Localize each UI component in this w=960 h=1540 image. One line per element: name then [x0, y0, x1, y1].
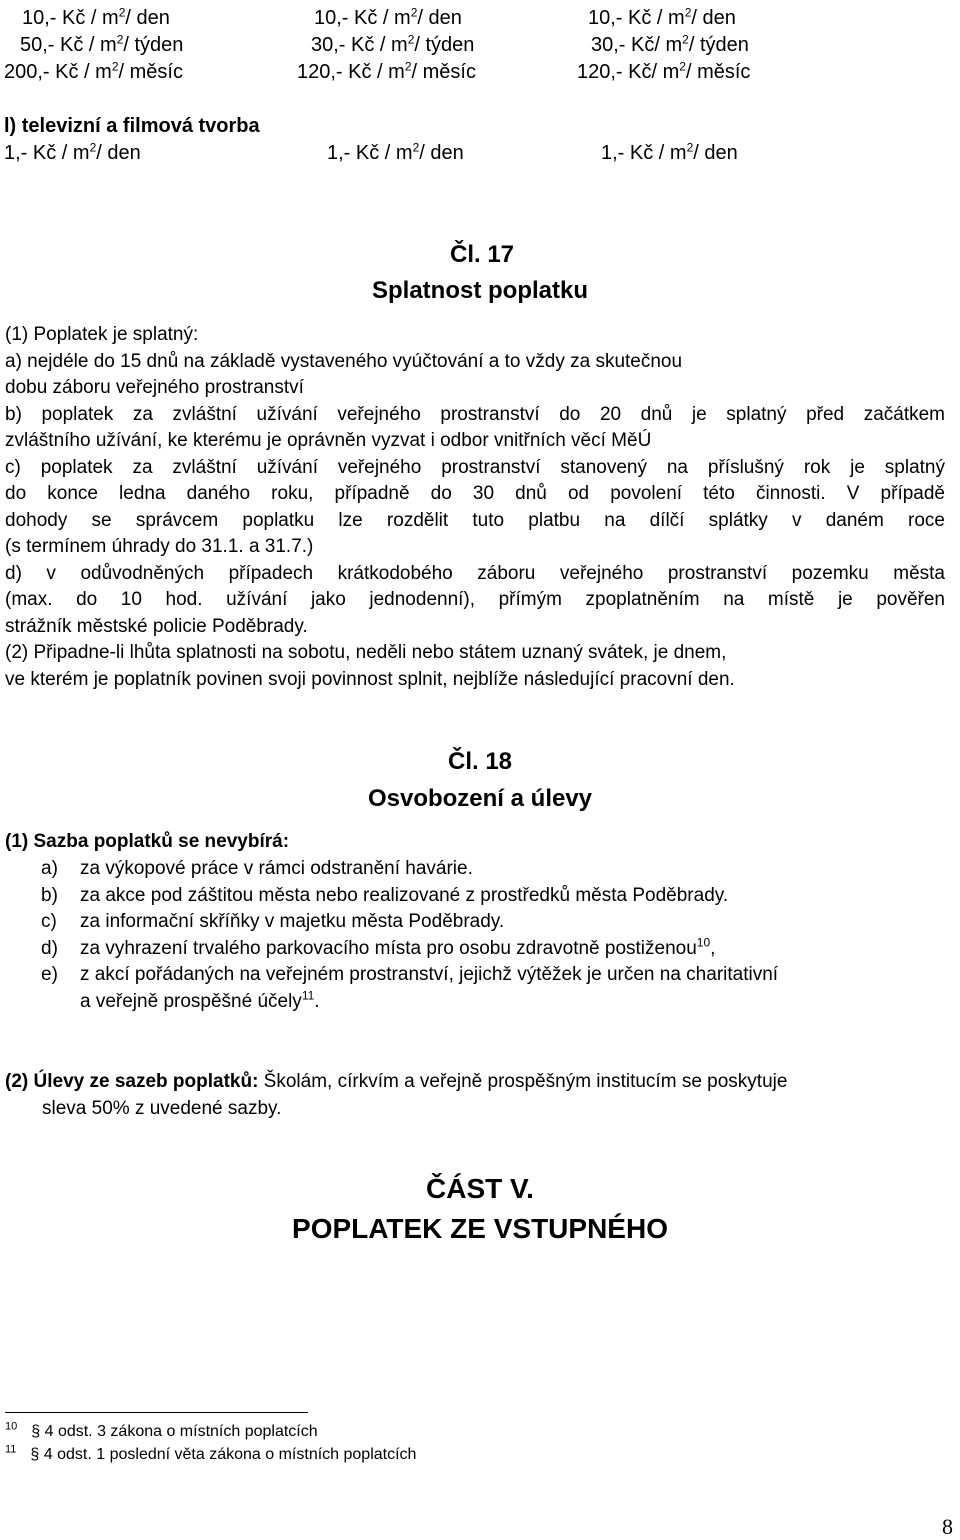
list-item: a) za výkopové práce v rámci odstranění havárie.: [41, 858, 473, 879]
clause-d-line: strážník městské policie Poděbrady.: [5, 615, 308, 637]
rate-cell: 30,- Kč/ $m^2/$ týden: [591, 32, 749, 56]
part-heading: ČÁST V.: [426, 1173, 534, 1204]
clause-b-line: b) poplatek za zvláštní užívání veřejného prostranství do 20 dnů je splatný před začátkem: [5, 403, 945, 425]
part-title: POPLATEK ZE VSTUPNÉHO: [292, 1213, 668, 1244]
clause-c-line: c) poplatek za zvláštní užívání veřejného prostranství stanovený na příslušný rok je splatný: [5, 456, 945, 478]
footnote-ref[interactable]: 10: [696, 935, 711, 950]
rate-cell: 30,- Kč / $m^2/$ týden: [311, 32, 475, 56]
rate-cell: 1,- Kč / $m^2/$ den: [601, 140, 738, 164]
rate-cell: 1,- Kč / $m^2/$ den: [4, 140, 141, 164]
list-item: c) za informační skříňky v majetku města Poděbrady.: [41, 911, 505, 932]
clause-c-line: do konce ledna daného roku, případně do 30 dnů od povolení této činnosti. V případě: [5, 483, 945, 504]
paragraph-intro: (1) Poplatek je splatný:: [5, 324, 199, 345]
article-title: Osvobození a úlevy: [367, 785, 593, 812]
clause-a-line: a) nejdéle do 15 dnů na základě vystaveného vyúčtování a to vždy za skutečnou: [5, 350, 683, 372]
clause-a-line: dobu záboru veřejného prostranství: [5, 377, 304, 398]
rate-cell: 10,- Kč / $m^2/$ den: [22, 5, 170, 29]
clause-d-line: d) v odůvodněných případech krátkodobého záboru veřejného prostranství pozemku města: [5, 562, 945, 584]
paragraph-2-line: (2) Připadne-li lhůta splatnosti na sobotu, neděli nebo státem uznaný svátek, je dnem,: [5, 642, 727, 663]
paragraph-title: (1) Sazba poplatků se nevybírá:: [5, 831, 290, 852]
footnote-divider: [5, 1412, 308, 1413]
article-heading: Čl. 17: [450, 241, 515, 268]
clause-d-line: (max. do 10 hod. užívání jako jednodenní), přímým zpoplatněním na místě je pověřen: [5, 589, 945, 610]
relief-paragraph-line: sleva 50% z uvedené sazby.: [42, 1098, 282, 1119]
footnote-ref[interactable]: 11: [301, 988, 315, 1003]
rate-cell: 200,- Kč / $m^2/$ měsíc: [4, 59, 183, 83]
article-title: Splatnost poplatku: [372, 277, 588, 304]
clause-b-line: zvláštního užívání, ke kterému je oprávněn vyzvat i odbor vnitřních věcí MěÚ: [5, 430, 652, 451]
clause-c-line: dohody se správcem poplatku lze rozdělit tuto platbu na dílčí splátky v daném roce: [5, 509, 945, 531]
rate-cell: 10,- Kč / $m^2/$ den: [314, 5, 462, 29]
footnote: $^{10}$ § 4 odst. 3 zákona o místních poplatcích: [5, 1420, 318, 1440]
clause-c-line: (s termínem úhrady do 31.1. a 31.7.): [5, 536, 314, 557]
list-item: e) z akcí pořádaných na veřejném prostranství, jejichž výtěžek je určen na charitativní a veřejně prospěšné účely$^{11}$.: [41, 964, 779, 1012]
rate-cell: 120,- Kč / $m^2/$ měsíc: [297, 59, 476, 83]
rate-cell: 10,- Kč / $m^2/$ den: [588, 5, 736, 29]
exemption-list: [5, 856, 945, 1015]
list-item: d) za vyhrazení trvalého parkovacího místa pro osobu zdravotně postiženou$^{10}$,: [41, 935, 716, 959]
rate-cell: 50,- Kč / $m^2/$ týden: [20, 32, 184, 56]
section-title: l) televizní a filmová tvorba: [4, 115, 260, 137]
list-item: b) za akce pod záštitou města nebo realizované z prostředků města Poděbrady.: [41, 884, 729, 906]
page-number: 8: [942, 1514, 953, 1539]
footnote: $^{11}$ § 4 odst. 1 poslední věta zákona o místních poplatcích: [5, 1443, 417, 1463]
article17-body: [5, 322, 945, 693]
rate-cell: 1,- Kč / $m^2/$ den: [327, 140, 464, 164]
paragraph-2-line: ve kterém je poplatník povinen svoji povinnost splnit, nejblíže následující pracovní den.: [5, 668, 735, 690]
rate-cell: 120,- Kč/ $m^2/$ měsíc: [577, 59, 751, 83]
relief-paragraph: (2) Úlevy ze sazeb poplatků: Školám, církvím a veřejně prospěšným institucím se poskytuje: [5, 1071, 788, 1092]
article-heading: Čl. 18: [448, 748, 513, 775]
